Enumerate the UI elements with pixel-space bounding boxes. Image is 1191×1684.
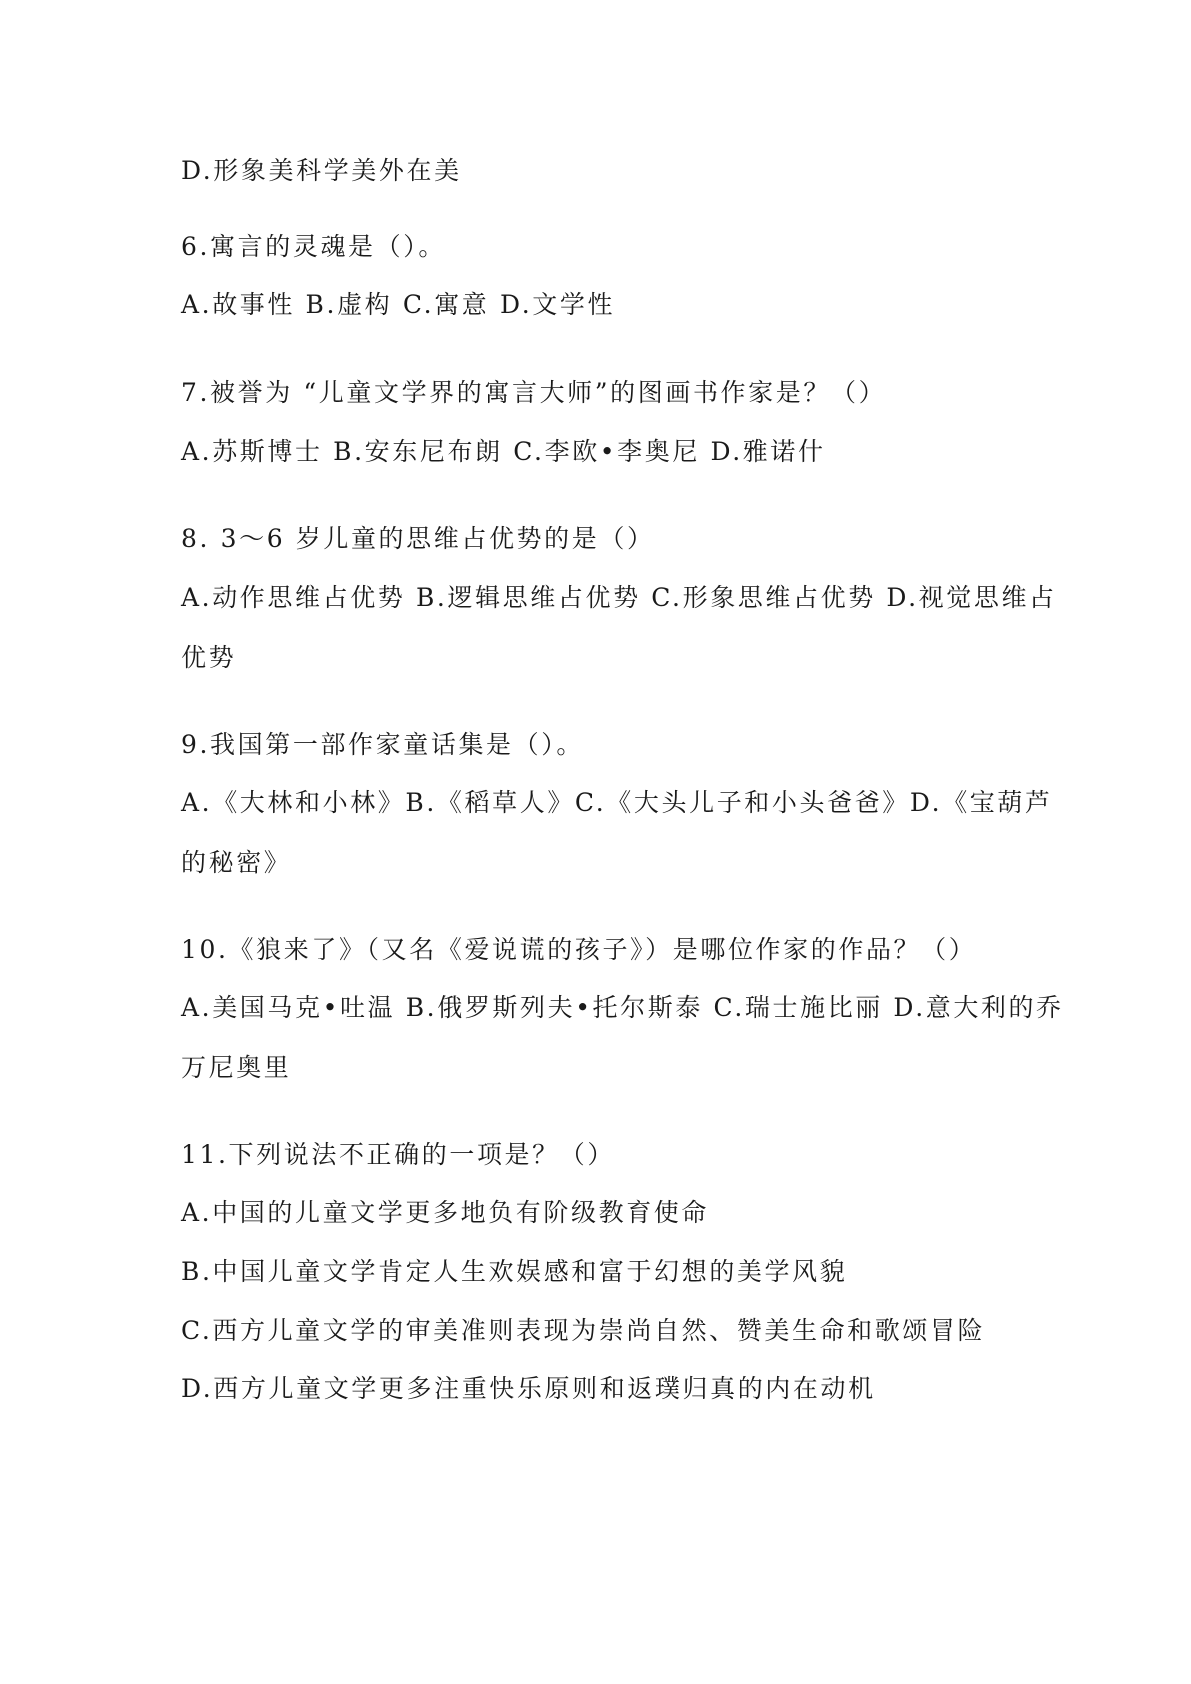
options-q8: A.动作思维占优势 B.逻辑思维占优势 C.形象思维占优势 D.视觉思维占 [181,583,1057,612]
question-10: 10.《狼来了》（又名《爱说谎的孩子》）是哪位作家的作品？（） [181,935,977,964]
options-q9-continued: 的秘密》 [181,848,292,877]
options-q9: A.《大林和小林》B.《稻草人》C.《大头儿子和小头爸爸》D.《宝葫芦 [181,788,1053,817]
question-7: 7.被誉为 “儿童文学界的寓言大师”的图画书作家是？（） [181,378,887,407]
question-6: 6.寓言的灵魂是（）。 [181,232,446,261]
options-q10-continued: 万尼奥里 [181,1053,292,1082]
option-a-q11: A.中国的儿童文学更多地负有阶级教育使命 [181,1198,710,1227]
question-9: 9.我国第一部作家童话集是（）。 [181,730,584,759]
options-q7: A.苏斯博士 B.安东尼布朗 C.李欧•李奥尼 D.雅诺什 [181,437,826,466]
option-b-q11: B.中国儿童文学肯定人生欢娱感和富于幻想的美学风貌 [181,1257,848,1286]
option-d-q11: D.西方儿童文学更多注重快乐原则和返璞归真的内在动机 [181,1374,876,1403]
options-q8-continued: 优势 [181,643,237,672]
options-q6: A.故事性 B.虚构 C.寓意 D.文学性 [181,290,616,319]
options-q10: A.美国马克•吐温 B.俄罗斯列夫•托尔斯泰 C.瑞士施比丽 D.意大利的乔 [181,993,1064,1022]
question-11: 11.下列说法不正确的一项是？（） [181,1140,615,1169]
option-c-q11: C.西方儿童文学的审美准则表现为崇尚自然、赞美生命和歌颂冒险 [181,1316,986,1345]
question-8: 8. 3～6 岁儿童的思维占优势的是（） [181,524,655,553]
option-d-q5: D.形象美科学美外在美 [181,156,462,185]
